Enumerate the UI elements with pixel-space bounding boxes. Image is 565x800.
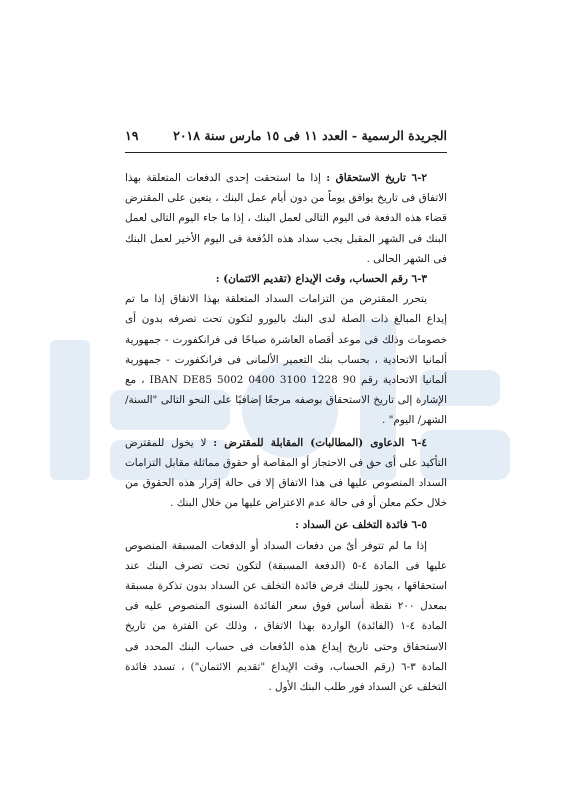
section-6-5-heading: ٥-٦ فائدة التخلف عن السداد : — [295, 519, 427, 532]
section-6-2-heading: ٢-٦ تاريخ الاستحقاق : — [326, 172, 427, 184]
section-6-4-heading: ٤-٦ الدعاوى (المطالبات) المقابلة للمقترض : — [213, 436, 427, 449]
page-header — [125, 128, 447, 143]
page-number: ١٩ — [125, 128, 139, 143]
section-6-3-heading: ٣-٦ رقم الحساب، وقت الإيداع (تقديم الائتمان) : — [215, 273, 427, 286]
section-6-2 — [125, 168, 447, 269]
section-6-2-text: إذا ما استحقت إحدى الدفعات المتعلقة بهذا الاتفاق فى تاريخ يوافق يوماً من دون أيام عمل البنك ، يتعين على المقترض قضاء هذه الدفعة فى اليوم التالى لعمل البنك ، إذا ما جاء اليوم التالى لعمل البنك فى الشهر المقبل يجب سداد هذه الدُفعة فى اليوم الأخير لعمل البنك فى الشهر الحالى . — [125, 172, 447, 265]
section-6-3-text-2: ، مع الإشارة إلى تاريخ الاستحقاق بوصفه مرجعًا إضافيًا على النحو التالى "السنة/ الشهر/ اليوم" . — [125, 374, 447, 427]
section-6-3 — [125, 289, 447, 430]
document-body — [125, 168, 447, 697]
section-6-5-text: إذا ما لم تتوفر أىٌ من دفعات السداد أو الدفعات المسبقة المنصوص عليها فى المادة ٤-٥ (الدفعة المسبقة) لتكون تحت تصرف البنك عند استحقاقها ، يجوز للبنك فرض فائدة التخلف عن السداد بدون تذكرة مسبقة بمعدل ٢٠٠ نقطة أساس فوق سعر الفائدة السنوى المنصوص عليه فى المادة ٤-١ (الفائدة) الواردة بهذا الاتفاق ، وذلك عن الفترة من تاريخ الاستحقاق وحتى تاريخ إيداع هذه الدُفعات فى حساب البنك المحدد فى المادة ٣-٦ (رقم الحساب، وقت الإيداع "تقديم الائتمان") ، تسدد فائدة التخلف عن السداد فور طلب البنك الأول . — [125, 539, 447, 694]
section-6-3-text-1: يتحرر المقترض من التزامات السداد المتعلقة بهذا الاتفاق إذا ما تم إيداع المبالغ ذات الصلة لدى البنك باليورو لتكون تحت تصرفه بدون أى خصومات وذلك فى موعد أقصاه العاشرة صباحًا فى فرانكفورت - جمهورية ألمانيا الاتحادية ، بحساب بنك التعمير الألمانى فى فرانكفورت - جمهورية ألمانيا الاتحادية رقم — [125, 293, 447, 387]
section-6-4-text: لا يخول للمقترض التأكيد على أى حق فى الاحتجاز أو المقاصة أو حقوق مماثلة مقابل التزامات السداد المنصوص عليها فى هذا الاتفاق إلا فى حالة إقرار هذه الحقوق من خلال حكم معلن أو فى حالة عدم الاعتراض عليها من خلال البنك . — [125, 436, 447, 510]
header-title: الجريدة الرسمية - العدد ١١ فى ١٥ مارس سنة ٢٠١٨ — [173, 128, 447, 143]
iban-number: IBAN DE85 5002 0400 3100 1228 90 — [149, 374, 356, 387]
header-divider — [125, 152, 447, 153]
section-6-4 — [125, 433, 447, 514]
